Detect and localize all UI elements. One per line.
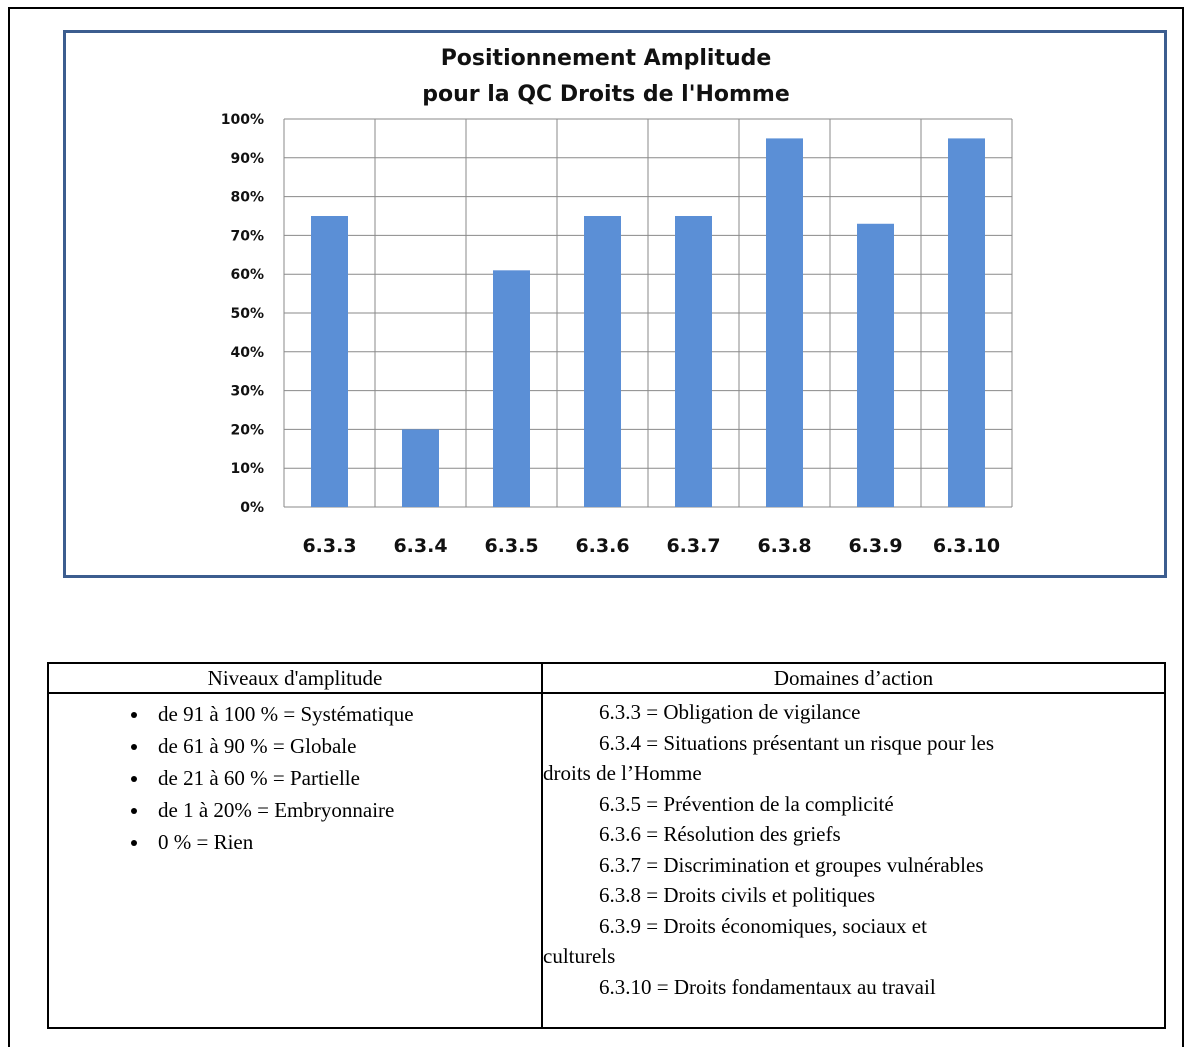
bar-chart [66, 33, 1164, 575]
y-tick-label: 30% [230, 383, 264, 400]
x-tick-label: 6.3.3 [302, 535, 357, 557]
domain-item: 6.3.10 = Droits fondamentaux au travail [599, 974, 936, 999]
y-tick-label: 70% [230, 228, 264, 245]
level-item: • de 91 à 100 % = Systématique [150, 698, 541, 730]
levels-cell [48, 693, 542, 1028]
x-tick-label: 6.3.8 [757, 535, 812, 557]
y-tick-label: 90% [230, 150, 264, 167]
y-tick-label: 80% [230, 189, 264, 206]
y-tick-label: 20% [230, 422, 264, 439]
domains-header: Domaines d’action [542, 663, 1165, 693]
level-item: • de 1 à 20% = Embryonnaire [150, 794, 541, 826]
bar [675, 216, 712, 507]
y-tick-label: 60% [230, 267, 264, 284]
bar [766, 138, 803, 507]
levels-header: Niveaux d'amplitude [48, 663, 542, 693]
bar [857, 224, 894, 507]
domain-item: 6.3.3 = Obligation de vigilance [599, 700, 861, 724]
domain-item: 6.3.6 = Résolution des griefs [599, 822, 841, 846]
legend-table [47, 662, 1166, 1029]
x-tick-label: 6.3.10 [932, 535, 1001, 557]
bar [402, 429, 439, 507]
domains-list [543, 697, 1150, 1002]
domain-item: 6.3.5 = Prévention de la complicité [599, 791, 894, 816]
y-tick-label: 0% [240, 500, 264, 516]
domain-item: 6.3.8 = Droits civils et politiques [599, 883, 876, 907]
domain-item: 6.3.4 = Situations présentant un risque pour les [599, 730, 995, 755]
bar [311, 216, 348, 507]
bar [584, 216, 621, 507]
bar [948, 138, 985, 507]
level-item: • 0 % = Rien [150, 826, 541, 858]
x-tick-label: 6.3.7 [666, 535, 721, 557]
levels-list [49, 698, 541, 858]
domain-item-continuation: droits de l’Homme [543, 761, 702, 785]
x-tick-label: 6.3.6 [575, 535, 630, 557]
chart-title-line-1: Positionnement Amplitude [440, 46, 772, 71]
bar [493, 270, 530, 507]
chart-title-line-2: pour la QC Droits de l'Homme [422, 82, 790, 107]
y-tick-label: 50% [230, 306, 264, 322]
domain-item: 6.3.7 = Discrimination et groupes vulnérables [599, 852, 984, 877]
x-tick-label: 6.3.5 [484, 535, 539, 557]
y-tick-label: 40% [230, 344, 264, 361]
x-tick-label: 6.3.4 [393, 535, 448, 557]
x-tick-label: 6.3.9 [848, 535, 903, 557]
domain-item-continuation: culturels [543, 944, 616, 968]
level-item: • de 21 à 60 % = Partielle [150, 762, 541, 794]
domains-cell [542, 693, 1165, 1028]
domain-item: 6.3.9 = Droits économiques, sociaux et [599, 913, 927, 938]
chart-container [63, 30, 1167, 578]
level-item: • de 61 à 90 % = Globale [150, 730, 541, 762]
y-tick-label: 100% [220, 112, 264, 128]
y-tick-label: 10% [230, 461, 264, 478]
